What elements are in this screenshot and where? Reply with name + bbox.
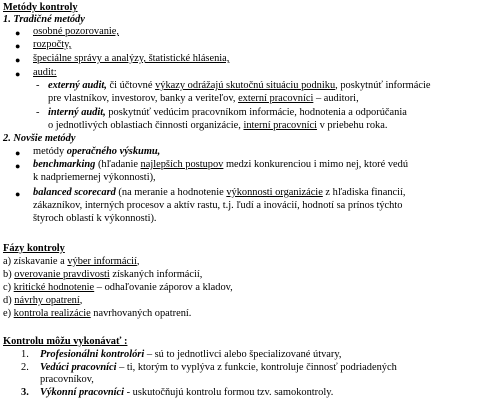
internal-audit-line1 xyxy=(48,107,407,119)
phase-prefix: c) xyxy=(3,282,14,293)
best-practices-link: najlepších postupov xyxy=(140,159,224,170)
bsc-line3: štyroch oblastí k výkonnosti). xyxy=(33,213,157,224)
phase-item xyxy=(3,308,191,320)
phase-text-end: , xyxy=(136,256,140,267)
phase-item xyxy=(3,269,202,281)
phase-text: získavanie a xyxy=(13,256,68,267)
performer-item xyxy=(40,362,397,374)
method-item-budgets: rozpočty, xyxy=(33,39,72,50)
bullet-icon: ● xyxy=(15,148,21,158)
dash-icon: - xyxy=(36,80,40,91)
performer-term: Vedúci pracovníci xyxy=(40,362,117,373)
phase-link: kritické hodnotenie xyxy=(13,282,95,293)
benchmarking-line1 xyxy=(33,159,408,171)
newer-methods-heading: 2. Novšie metódy xyxy=(3,133,76,144)
internal-audit-line2 xyxy=(48,120,387,132)
phase-text-end: – odhaľovanie záporov a kladov, xyxy=(94,282,233,293)
traditional-methods-heading: 1. Tradičné metódy xyxy=(3,14,85,25)
list-number: 2. xyxy=(21,362,29,373)
bullet-icon: ● xyxy=(15,55,21,65)
phase-link: výber informácií xyxy=(67,256,137,267)
phase-prefix: b) xyxy=(3,269,15,280)
method-item-reports: špeciálne správy a analýzy, štatistické hlásenia, xyxy=(33,53,230,64)
phase-link: návrhy opatrení xyxy=(14,295,80,306)
phase-link: overovanie pravdivosti xyxy=(14,269,110,280)
research-text: metódy xyxy=(33,146,67,157)
performer-item xyxy=(40,387,333,399)
method-item-audit: audit: xyxy=(33,67,57,78)
section-title-methods: Metódy kontroly xyxy=(3,2,78,13)
benchmarking-text-end: medzi konkurenciou i mimo nej, ktoré vedú xyxy=(223,159,409,170)
benchmarking-term: benchmarking xyxy=(33,159,96,170)
list-number: 3. xyxy=(21,387,29,398)
internal-audit-text: poskytnúť vedúcim pracovníkom informácie, hodnotenia a odporúčania xyxy=(105,107,407,118)
external-audit-text-end: , poskytnúť informácie xyxy=(335,80,431,91)
performer-item xyxy=(40,349,341,361)
external-workers-link: externí pracovníci xyxy=(238,93,314,104)
bsc-text-end: z hľadiska financií, xyxy=(322,187,406,198)
performer-term: Profesionálni kontrolóri xyxy=(40,349,145,360)
list-number: 1. xyxy=(21,349,29,360)
phase-item xyxy=(3,295,82,307)
phase-prefix: e) xyxy=(3,308,14,319)
external-audit-term: externý audit, xyxy=(48,80,107,91)
internal-audit-term: interný audit, xyxy=(48,107,106,118)
phase-link: kontrola realizácie xyxy=(13,308,91,319)
method-item-observation: osobné pozorovanie, xyxy=(33,26,119,37)
phase-text-end: získaných informácií, xyxy=(109,269,203,280)
phase-item xyxy=(3,282,233,294)
bsc-line1 xyxy=(33,187,406,199)
external-audit-line2-text: pre vlastníkov, investorov, banky a veriteľov, xyxy=(48,93,239,104)
performer-text: – sú to jednotlivci alebo špecializované útvary, xyxy=(144,349,342,360)
benchmarking-line2: k nadpriemernej výkonnosti), xyxy=(33,172,156,183)
org-performance-link: výkonnosti organizácie xyxy=(226,187,323,198)
dash-icon: - xyxy=(36,107,40,118)
external-audit-line2-end: – auditori, xyxy=(313,93,359,104)
section-title-phases: Fázy kontroly xyxy=(3,243,65,254)
performer-item-continuation: pracovníkov, xyxy=(40,374,94,385)
phase-item xyxy=(3,256,140,268)
phase-prefix: d) xyxy=(3,295,15,306)
bullet-icon: ● xyxy=(15,161,21,171)
internal-audit-line2-end: v priebehu roka. xyxy=(317,120,388,131)
phase-text-end: navrhovaných opatrení. xyxy=(90,308,192,319)
bullet-icon: ● xyxy=(15,69,21,79)
external-audit-line2 xyxy=(48,93,359,105)
performer-term: Výkonní pracovníci xyxy=(40,387,124,398)
internal-workers-link: interní pracovníci xyxy=(243,120,318,131)
method-item-operations-research xyxy=(33,146,160,158)
bullet-icon: ● xyxy=(15,28,21,38)
bullet-icon: ● xyxy=(15,41,21,51)
benchmarking-text: (hľadanie xyxy=(95,159,141,170)
section-title-performers: Kontrolu môžu vykonávať : xyxy=(3,336,128,347)
internal-audit-line2-text: o jednotlivých oblastiach činnosti organizácie, xyxy=(48,120,244,131)
performer-text: - uskutočňujú kontrolu formou tzv. samokontroly. xyxy=(124,387,334,398)
bsc-term: balanced scorecard xyxy=(33,187,116,198)
external-audit-link: výkazy odrážajú skutočnú situáciu podniku xyxy=(155,80,336,91)
performer-text: – ti, ktorým to vyplýva z funkcie, kontroluje činnosť podriadených xyxy=(116,362,397,373)
bullet-icon: ● xyxy=(15,189,21,199)
bsc-line2: zákazníkov, interných procesov a aktív rastu, t.j. ľudí a inovácií, hodnotí sa prínos týchto xyxy=(33,200,403,211)
phase-prefix: a) xyxy=(3,256,14,267)
phase-text-end: , xyxy=(79,295,83,306)
external-audit-line1 xyxy=(48,80,430,92)
research-term: operačného výskumu, xyxy=(66,146,161,157)
bsc-text: (na meranie a hodnotenie xyxy=(115,187,227,198)
external-audit-text: či účtovné xyxy=(106,80,156,91)
